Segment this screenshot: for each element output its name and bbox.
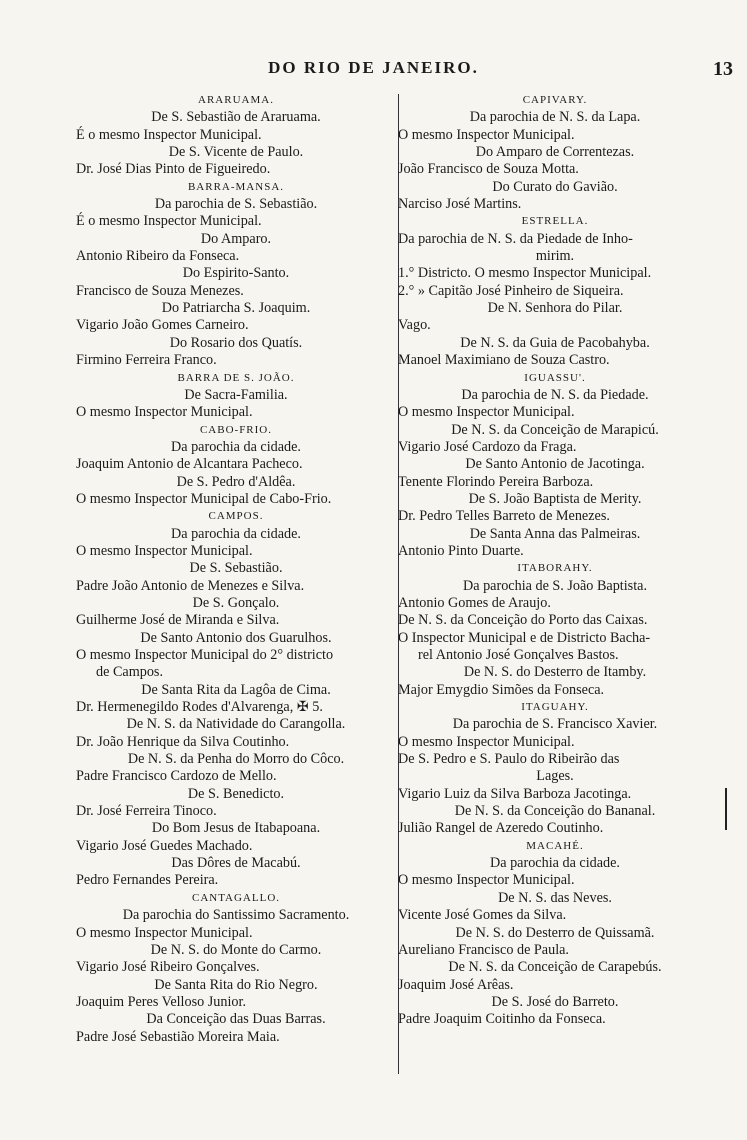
parish-entry: De S. Gonçalo. (192, 594, 280, 611)
inspector-entry: Dr. João Henrique da Silva Coutinho. (76, 733, 290, 750)
inspector-entry: De S. Pedro e S. Paulo do Ribeirão das (398, 751, 620, 768)
inspector-entry: Vago. (398, 317, 431, 334)
margin-mark (725, 788, 727, 830)
parish-entry: De S. Benedicto. (187, 785, 285, 802)
parish-entry: De Santo Antonio dos Guarulhos. (140, 629, 332, 646)
inspector-entry: Joaquim José Arêas. (398, 976, 514, 993)
inspector-entry: Major Emygdio Simões da Fonseca. (398, 681, 605, 698)
parish-entry: De S. João Baptista de Merity. (468, 490, 642, 507)
inspector-entry: Aureliano Francisco de Paula. (398, 941, 569, 958)
parish-entry: Da Conceição das Duas Barras. (146, 1011, 326, 1028)
parish-entry: De N. Senhora do Pilar. (487, 300, 623, 317)
inspector-entry: Manoel Maximiano de Souza Castro. (398, 352, 610, 369)
inspector-entry: O mesmo Inspector Municipal. (398, 126, 575, 143)
inspector-entry: É o mesmo Inspector Municipal. (76, 213, 262, 230)
inspector-entry: O mesmo Inspector Municipal. (76, 924, 253, 941)
parish-entry: De N. S. da Natividade do Carangolla. (126, 716, 346, 733)
inspector-entry: O mesmo Inspector Municipal de Cabo-Frio. (76, 490, 332, 507)
inspector-entry: Dr. José Ferreira Tinoco. (76, 803, 217, 820)
parish-entry: Da parochia da cidade. (490, 855, 620, 872)
parish-entry: Da parochia da cidade. (171, 525, 301, 542)
inspector-entry: O mesmo Inspector Municipal do 2° districto (76, 647, 334, 663)
inspector-entry: Dr. José Dias Pinto de Figueiredo. (76, 161, 271, 178)
parish-entry: mirim. (535, 248, 575, 265)
parish-entry: Do Bom Jesus de Itabapoana. (151, 820, 321, 837)
inspector-entry: Francisco de Souza Menezes. (76, 282, 244, 299)
inspector-entry: O mesmo Inspector Municipal. (398, 872, 575, 889)
parish-entry: Das Dôres de Macabú. (171, 855, 301, 872)
parish-entry: Da parochia de N. S. da Lapa. (469, 109, 641, 126)
parish-entry: Da parochia do Santissimo Sacramento. (122, 907, 350, 924)
inspector-entry: Dr. Hermenegildo Rodes d'Alvarenga, ✠ 5. (76, 699, 323, 716)
inspector-entry: Narciso José Martins. (398, 196, 522, 213)
parish-entry: De N. S. das Neves. (498, 889, 612, 906)
inspector-entry: Joaquim Peres Velloso Junior. (76, 993, 246, 1010)
inspector-entry: Antonio Gomes de Araujo. (398, 594, 551, 611)
inspector-entry: Padre Francisco Cardozo de Mello. (76, 768, 277, 785)
page-title: DO RIO DE JANEIRO. (268, 58, 479, 77)
inspector-entry: O mesmo Inspector Municipal. (76, 404, 253, 421)
parish-entry: Do Patriarcha S. Joaquim. (161, 300, 311, 317)
parish-entry: Da parochia de S. Sebastião. (154, 196, 318, 213)
inspector-entry: O mesmo Inspector Municipal. (398, 404, 575, 421)
parish-entry: De N. S. do Monte do Carmo. (150, 941, 322, 958)
parish-entry: De S. José do Barreto. (491, 993, 619, 1010)
district-heading: MACAHÉ. (526, 839, 584, 852)
inspector-entry: Dr. Pedro Telles Barreto de Menezes. (398, 508, 610, 525)
parish-entry: De S. Vicente de Paulo. (168, 144, 304, 161)
parish-entry: De Sacra-Familia. (184, 386, 288, 403)
district-heading: CAPIVARY. (522, 94, 588, 106)
inspector-entry: Vigario José Guedes Machado. (76, 837, 253, 854)
parish-entry: De N. S. da Penha do Morro do Côco. (127, 751, 345, 768)
inspector-entry: Pedro Fernandes Pereira. (76, 872, 219, 889)
district-heading: IGUASSU'. (524, 371, 586, 384)
inspector-entry: De N. S. da Conceição do Porto das Caixas. (398, 612, 648, 629)
inspector-entry: O Inspector Municipal e de Districto Bacha- (398, 629, 651, 646)
inspector-entry: É o mesmo Inspector Municipal. (76, 126, 262, 143)
inspector-entry: Vigario José Cardozo da Fraga. (398, 438, 577, 455)
parish-entry: Do Rosario dos Quatís. (169, 334, 303, 351)
inspector-entry: Vicente José Gomes da Silva. (398, 907, 567, 924)
inspector-entry: Vigario João Gomes Carneiro. (76, 317, 249, 334)
district-heading: ARARUAMA. (198, 94, 274, 106)
right-column (398, 92, 712, 1029)
parish-entry: Da parochia de S. Francisco Xavier. (452, 716, 658, 733)
inspector-entry: Vigario José Ribeiro Gonçalves. (76, 959, 260, 976)
parish-entry: De Santo Antonio de Jacotinga. (465, 456, 645, 473)
inspector-entry: Joaquim Antonio de Alcantara Pacheco. (76, 456, 303, 473)
district-heading: CANTAGALLO. (191, 891, 281, 904)
inspector-entry: Julião Rangel de Azeredo Coutinho. (398, 820, 604, 837)
district-heading: BARRA DE S. JOÃO. (177, 371, 295, 384)
district-heading: BARRA-MANSA. (187, 180, 285, 193)
parish-entry: Da parochia de S. João Baptista. (463, 577, 647, 594)
left-column (76, 92, 396, 1046)
parish-entry: De Santa Rita da Lagôa de Cima. (141, 681, 331, 698)
inspector-entry: Firmino Ferreira Franco. (76, 352, 217, 369)
inspector-entry: Tenente Florindo Pereira Barboza. (398, 473, 594, 490)
parish-entry: Do Amparo. (200, 230, 272, 247)
inspector-entry: Padre José Sebastião Moreira Maia. (76, 1028, 280, 1045)
inspector-entry: Antonio Ribeiro da Fonseca. (76, 248, 240, 265)
inspector-entry: Guilherme José de Miranda e Silva. (76, 612, 280, 629)
district-heading: CABO-FRIO. (199, 423, 273, 436)
page-number: 13 (713, 58, 733, 80)
parish-entry: De N. S. do Desterro de Quissamã. (455, 924, 655, 941)
parish-entry: Do Curato do Gavião. (492, 178, 618, 195)
parish-entry: De Santa Rita do Rio Negro. (154, 976, 318, 993)
district-heading: ESTRELLA. (521, 215, 589, 228)
continued-line: rel Antonio José Gonçalves Bastos. (418, 647, 619, 663)
parish-entry: Do Espirito-Santo. (182, 265, 290, 282)
parish-entry: Lages. (536, 768, 574, 785)
parish-entry: De S. Sebastião. (189, 560, 283, 577)
inspector-entry: Vigario Luiz da Silva Barboza Jacotinga. (398, 785, 632, 802)
parish-entry: De S. Pedro d'Aldêa. (176, 473, 296, 490)
parish-entry: De N. S. da Conceição de Carapebús. (448, 959, 662, 976)
inspector-entry: 1.° Districto. O mesmo Inspector Municipal. (398, 265, 652, 282)
district-heading: CAMPOS. (208, 510, 264, 523)
parish-entry: Da parochia de N. S. da Piedade. (461, 386, 649, 403)
parish-entry: De N. S. da Guia de Pacobahyba. (460, 334, 650, 351)
parish-entry: Da parochia da cidade. (171, 438, 301, 455)
district-heading: ITABORAHY. (517, 562, 593, 575)
inspector-entry: O mesmo Inspector Municipal. (398, 733, 575, 750)
page-header (0, 58, 747, 88)
inspector-entry: João Francisco de Souza Motta. (398, 161, 579, 178)
inspector-entry: Padre João Antonio de Menezes e Silva. (76, 577, 305, 594)
parish-entry: De N. S. da Conceição de Marapicú. (451, 421, 659, 438)
inspector-entry: O mesmo Inspector Municipal. (76, 542, 253, 559)
parish-entry: De N. S. da Conceição do Bananal. (454, 803, 656, 820)
continued-line: de Campos. (96, 664, 163, 681)
parish-entry: De N. S. do Desterro de Itamby. (463, 664, 647, 681)
inspector-entry: Da parochia de N. S. da Piedade de Inho- (398, 230, 633, 247)
parish-entry: De Santa Anna das Palmeiras. (469, 525, 641, 542)
parish-entry: Do Amparo de Correntezas. (475, 144, 635, 161)
district-heading: ITAGUAHY. (521, 701, 589, 714)
inspector-entry: 2.° » Capitão José Pinheiro de Siqueira. (398, 282, 624, 299)
inspector-entry: Antonio Pinto Duarte. (398, 542, 524, 559)
inspector-entry: Padre Joaquim Coitinho da Fonseca. (398, 1011, 606, 1028)
parish-entry: De S. Sebastião de Araruama. (151, 109, 321, 126)
